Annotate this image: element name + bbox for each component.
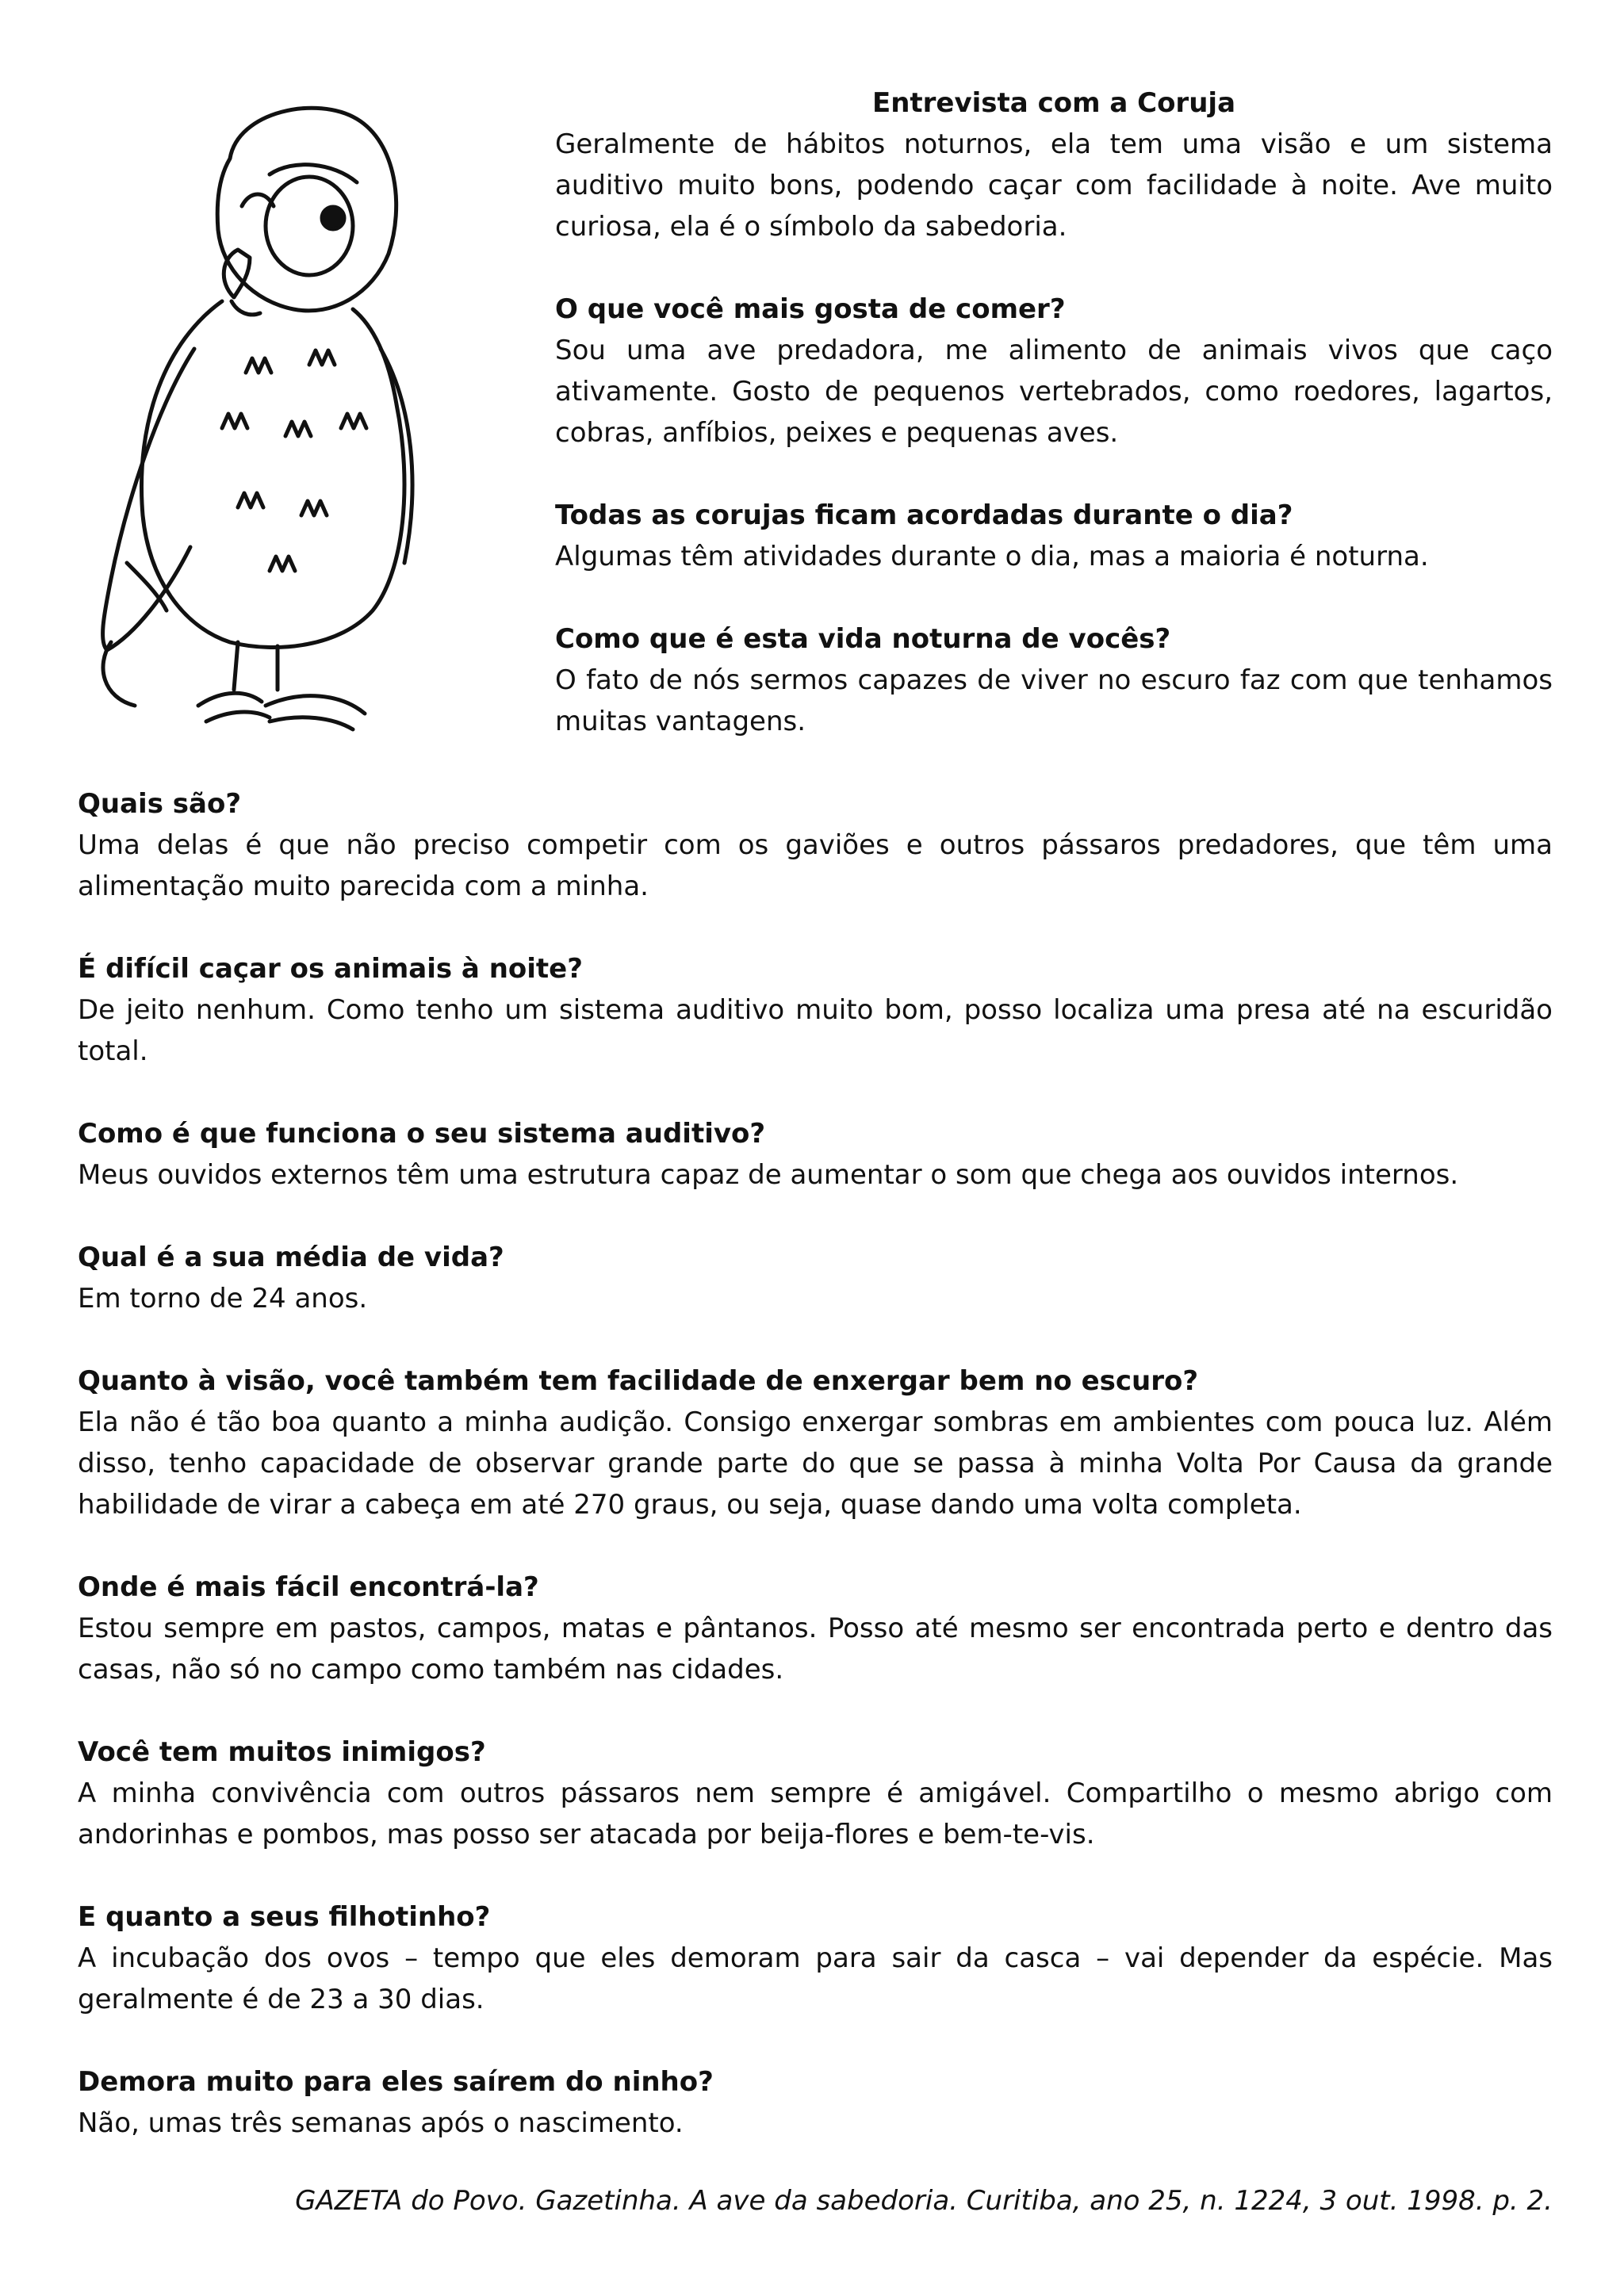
- question-text: É difícil caçar os animais à noite?: [78, 953, 583, 985]
- question-text: Como é que funciona o seu sistema auditivo?: [78, 1118, 766, 1150]
- qa-item: [555, 289, 1553, 453]
- qa-item: [78, 948, 1553, 1072]
- qa-item: [78, 1113, 1553, 1196]
- article-title: Entrevista com a Coruja: [871, 87, 1236, 119]
- qa-item: [78, 1567, 1553, 1690]
- citation-reference: GAZETA do Povo. Gazetinha. A ave da sabedoria. Curitiba, ano 25, n. 1224, 3 out. 1998. p. 2.: [295, 2185, 1553, 2217]
- question-text: Onde é mais fácil encontrá-la?: [78, 1571, 539, 1603]
- question-text: Como que é esta vida noturna de vocês?: [555, 623, 1171, 655]
- qa-item: [555, 495, 1553, 577]
- answer-text: Uma delas é que não preciso competir com os gaviões e outros pássaros predadores, que têm uma alimentação muito parecida com a minha.: [78, 829, 1553, 902]
- answer-text: De jeito nenhum. Como tenho um sistema auditivo muito bom, posso localiza uma presa até na escuridão total.: [78, 994, 1553, 1067]
- answer-text: Não, umas três semanas após o nascimento.: [78, 2107, 684, 2139]
- question-text: Quais são?: [78, 788, 242, 820]
- question-text: Todas as corujas ficam acordadas durante o dia?: [555, 499, 1293, 531]
- answer-text: A minha convivência com outros pássaros nem sempre é amigável. Compartilho o mesmo abrigo com andorinhas e pombos, mas posso ser atacada por beija-flores e bem-te-vis.: [78, 1777, 1553, 1850]
- answer-text: Meus ouvidos externos têm uma estrutura capaz de aumentar o som que chega aos ouvidos internos.: [78, 1159, 1459, 1191]
- answer-text: Sou uma ave predadora, me alimento de animais vivos que caço ativamente. Gosto de pequenos vertebrados, como roedores, lagartos, cobras, anfíbios, peixes e pequenas aves.: [555, 335, 1553, 449]
- qa-item: [78, 1237, 1553, 1319]
- main-column: [78, 783, 1553, 2185]
- qa-item: [78, 783, 1553, 907]
- qa-item: [78, 2061, 1553, 2144]
- answer-text: O fato de nós sermos capazes de viver no escuro faz com que tenhamos muitas vantagens.: [555, 664, 1553, 737]
- qa-item: [78, 1896, 1553, 2020]
- answer-text: A incubação dos ovos – tempo que eles demoram para sair da casca – vai depender da espécie. Mas geralmente é de 23 a 30 dias.: [78, 1942, 1553, 2015]
- question-text: Quanto à visão, você também tem facilidade de enxergar bem no escuro?: [78, 1365, 1199, 1397]
- answer-text: Ela não é tão boa quanto a minha audição. Consigo enxergar sombras em ambientes com pouca luz. Além disso, tenho capacidade de observar grande parte do que se passa à minha Volta Por Causa da grande habilidade de virar a cabeça em até 270 graus, ou seja, quase dando uma volta completa.: [78, 1406, 1553, 1521]
- question-text: O que você mais gosta de comer?: [555, 293, 1066, 325]
- qa-item: [78, 1732, 1553, 1855]
- qa-item: [555, 618, 1553, 742]
- top-column: [555, 124, 1553, 783]
- qa-item: [78, 1360, 1553, 1525]
- question-text: Você tem muitos inimigos?: [78, 1736, 486, 1768]
- owl-illustration-icon: [79, 87, 523, 737]
- article-intro: Geralmente de hábitos noturnos, ela tem uma visão e um sistema auditivo muito bons, podendo caçar com facilidade à noite. Ave muito curiosa, ela é o símbolo da sabedoria.: [555, 128, 1553, 243]
- question-text: Qual é a sua média de vida?: [78, 1242, 504, 1273]
- answer-text: Estou sempre em pastos, campos, matas e pântanos. Posso até mesmo ser encontrada perto e dentro das casas, não só no campo como também nas cidades.: [78, 1613, 1553, 1686]
- question-text: E quanto a seus filhotinho?: [78, 1901, 491, 1933]
- answer-text: Em torno de 24 anos.: [78, 1283, 368, 1314]
- question-text: Demora muito para eles saírem do ninho?: [78, 2066, 714, 2098]
- answer-text: Algumas têm atividades durante o dia, mas a maioria é noturna.: [555, 541, 1429, 572]
